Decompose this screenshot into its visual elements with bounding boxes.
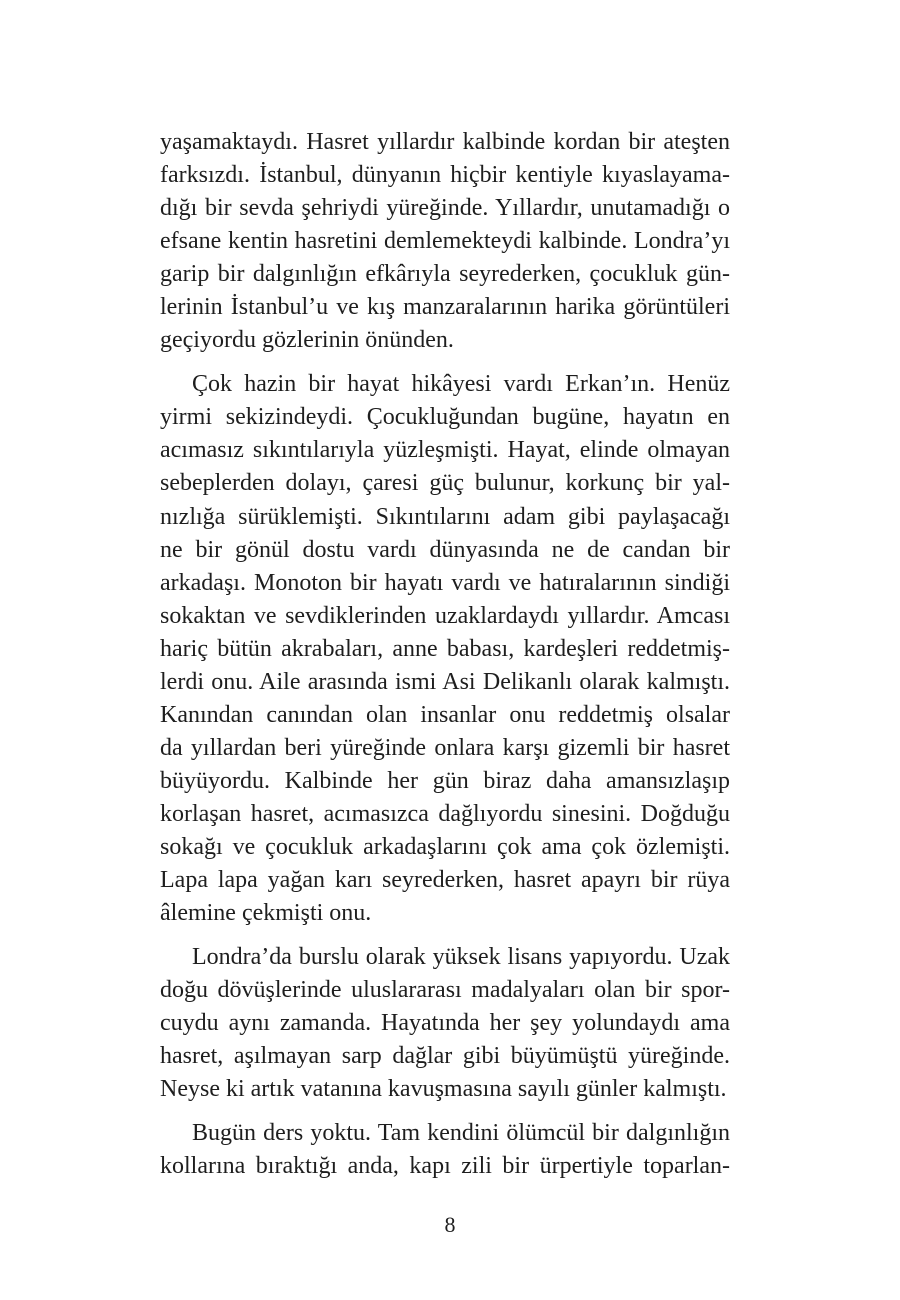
text-line: efsane kentin hasretini demlemekteydi kalbinde. Londra’yı [160, 228, 730, 255]
text-line: hasret, aşılmayan sarp dağlar gibi büyümüştü yüreğinde. [160, 1043, 730, 1070]
text-line: büyüyordu. Kalbinde her gün biraz daha amansızlaşıp [160, 767, 730, 794]
text-line: doğu dövüşlerinde uluslararası madalyaları olan bir spor- [160, 977, 730, 1004]
text-line: lerdi onu. Aile arasında ismi Asi Delikanlı olarak kalmıştı. [160, 668, 730, 695]
text-line: ne bir gönül dostu vardı dünyasında ne de candan bir [160, 536, 730, 563]
text-line: yaşamaktaydı. Hasret yıllardır kalbinde kordan bir ateşten [160, 129, 730, 155]
text-line: arkadaşı. Monoton bir hayatı vardı ve hatıralarının sindiği [160, 569, 730, 596]
text-line: sokaktan ve sevdiklerinden uzaklardaydı yıllardır. Amcası [160, 602, 730, 629]
text-line: korlaşan hasret, acımasızca dağlıyordu sinesini. Doğduğu [160, 800, 730, 827]
text-line: yirmi sekizindeydi. Çocukluğundan bugüne, hayatın en [160, 404, 730, 431]
text-line: geçiyordu gözlerinin önünden. [160, 327, 454, 354]
paragraph [160, 126, 730, 357]
page-number: 8 [444, 1212, 456, 1237]
text-line: lerinin İstanbul’u ve kış manzaralarının harika görüntüleri [160, 294, 730, 321]
text-line: Kanından canından olan insanlar onu reddetmiş olsalar [160, 701, 730, 728]
text-line: âlemine çekmişti onu. [160, 900, 372, 927]
paragraph [160, 1117, 730, 1183]
text-line: sebeplerden dolayı, çaresi güç bulunur, korkunç bir yal- [160, 470, 730, 497]
text-line: acımasız sıkıntılarıyla yüzleşmişti. Hayat, elinde olmayan [160, 437, 730, 464]
text-line: kollarına bıraktığı anda, kapı zili bir ürpertiyle toparlan- [160, 1153, 730, 1180]
paragraph [160, 941, 730, 1106]
text-line: sokağı ve çocukluk arkadaşlarını çok ama çok özlemişti. [160, 833, 730, 860]
text-line: farksızdı. İstanbul, dünyanın hiçbir kentiyle kıyaslayama- [160, 162, 730, 189]
text-line: Bugün ders yoktu. Tam kendini ölümcül bir dalgınlığın [192, 1120, 730, 1147]
body-text [160, 126, 730, 1183]
text-line: Çok hazin bir hayat hikâyesi vardı Erkan’ın. Henüz [192, 371, 730, 398]
text-line: Neyse ki artık vatanına kavuşmasına sayılı günler kalmıştı. [160, 1076, 727, 1103]
text-line: cuydu aynı zamanda. Hayatında her şey yolundaydı ama [160, 1010, 730, 1037]
text-line: hariç bütün akrabaları, anne babası, kardeşleri reddetmiş- [160, 635, 730, 662]
text-line: da yıllardan beri yüreğinde onlara karşı gizemli bir hasret [160, 734, 730, 761]
text-line: Lapa lapa yağan karı seyrederken, hasret apayrı bir rüya [160, 867, 730, 894]
text-line: garip bir dalgınlığın efkârıyla seyrederken, çocukluk gün- [160, 261, 730, 288]
text-line: Londra’da burslu olarak yüksek lisans yapıyordu. Uzak [192, 944, 730, 971]
paragraph [160, 368, 730, 930]
text-line: nızlığa sürüklemişti. Sıkıntılarını adam gibi paylaşacağı [160, 503, 730, 530]
text-line: dığı bir sevda şehriydi yüreğinde. Yıllardır, unutamadığı o [160, 195, 730, 222]
